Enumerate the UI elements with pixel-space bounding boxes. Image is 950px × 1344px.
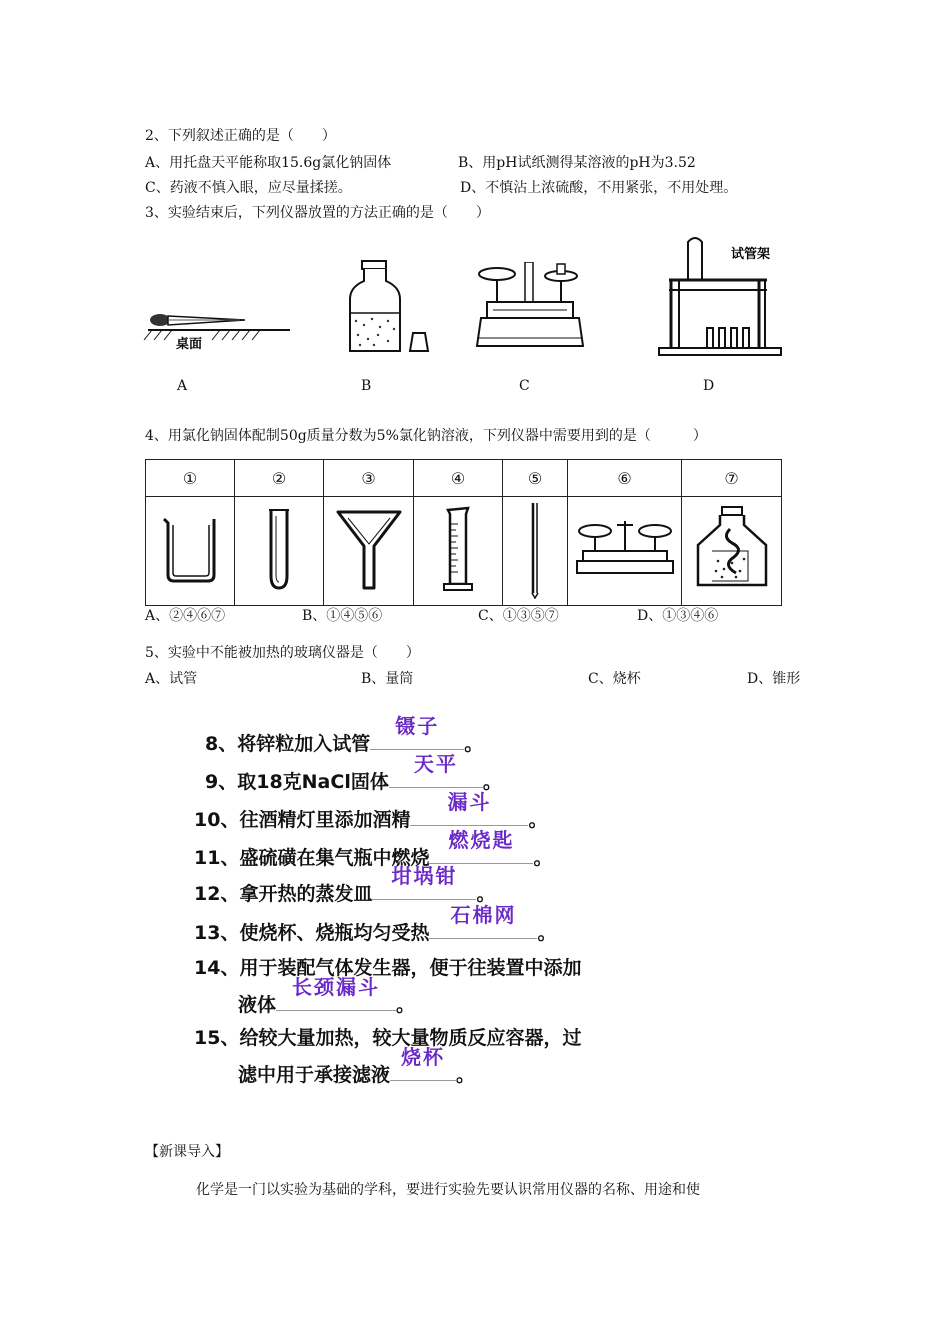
handwritten-answer: 镊子 xyxy=(395,714,440,738)
table-number-cell: ⑤ xyxy=(503,460,568,497)
fill-text: 8、将锌粒加入试管 xyxy=(205,733,371,755)
q4-option-d: D、①③④⑥ xyxy=(637,608,719,624)
fill-item-line2: 滤中用于承接滤液 烧杯 。 xyxy=(238,1045,476,1086)
q3-label-d: D xyxy=(703,378,715,394)
glass-rod-cell xyxy=(503,497,568,606)
q4-option-c: C、①③⑤⑦ xyxy=(478,608,559,624)
handwritten-answer: 坩埚钳 xyxy=(391,864,458,888)
fill-text: 9、取18克NaCl固体 xyxy=(205,771,389,793)
fill-item: 13、使烧杯、烧瓶均匀受热 石棉网 。 xyxy=(194,903,557,944)
handwritten-answer: 烧杯 xyxy=(401,1045,446,1069)
funnel-cell xyxy=(324,497,414,606)
handwritten-answer: 燃烧匙 xyxy=(448,828,515,852)
answer-blank xyxy=(429,903,537,939)
fill-item: 11、盛硫磺在集气瓶中燃烧 燃烧匙 。 xyxy=(194,828,553,869)
q3-label-c: C xyxy=(519,378,530,394)
fill-item: 12、拿开热的蒸发皿 坩埚钳 。 xyxy=(194,864,496,905)
fill-item-line1: 15、给较大量加热，较大量物质反应容器，过 xyxy=(194,1027,582,1049)
table-number-cell: ⑥ xyxy=(568,460,682,497)
q5-stem: 5、实验中不能被加热的玻璃仪器是（ ） xyxy=(145,645,420,661)
fill-item-line1: 14、用于装配气体发生器，便于往装置中添加 xyxy=(194,957,582,979)
balance-cell xyxy=(568,497,682,606)
graduated-cylinder-icon xyxy=(438,504,478,594)
balance-icon xyxy=(575,521,675,577)
beaker-cell xyxy=(146,497,235,606)
test-tube-rack-figure xyxy=(655,236,785,358)
fill-item-line2: 液体 长颈漏斗 。 xyxy=(238,975,416,1016)
fill-text: 滤中用于承接滤液 xyxy=(238,1064,391,1086)
q2-option-a: A、用托盘天平能称取15.6g氯化钠固体 xyxy=(145,155,392,171)
q5-option-c: C、烧杯 xyxy=(588,671,641,687)
q5-option-a: A、试管 xyxy=(145,671,198,687)
q5-option-b: B、量筒 xyxy=(361,671,414,687)
table-number-cell: ⑦ xyxy=(682,460,782,497)
wide-mouth-bottle-cell xyxy=(682,497,782,606)
q2-option-b: B、用pH试纸测得某溶液的pH为3.52 xyxy=(458,155,696,171)
q3-label-b: B xyxy=(361,378,372,394)
answer-blank xyxy=(372,864,476,900)
q5-option-d: D、锥形 xyxy=(747,671,801,687)
fill-item: 9、取18克NaCl固体 天平 。 xyxy=(205,752,502,793)
fill-item: 8、将锌粒加入试管 镊子 。 xyxy=(205,714,484,755)
table-number-cell: ② xyxy=(235,460,324,497)
answer-blank xyxy=(389,752,483,788)
section-heading: 【新课导入】 xyxy=(145,1144,229,1160)
apparatus-table xyxy=(145,459,782,606)
fill-text: 11、盛硫磺在集气瓶中燃烧 xyxy=(194,847,430,869)
glass-rod-icon xyxy=(525,499,545,599)
table-number-cell: ③ xyxy=(324,460,414,497)
q2-option-d: D、不慎沾上浓硫酸，不用紧张，不用处理。 xyxy=(460,180,738,196)
handwritten-answer: 漏斗 xyxy=(447,790,492,814)
rack-label: 试管架 xyxy=(731,247,771,262)
fill-text: 13、使烧杯、烧瓶均匀受热 xyxy=(194,922,430,944)
funnel-icon xyxy=(334,506,404,592)
answer-blank xyxy=(429,828,533,864)
graduated-cylinder-cell xyxy=(414,497,503,606)
wide-mouth-bottle-icon xyxy=(692,505,772,593)
q4-stem: 4、用氯化钠固体配制50g质量分数为5%氯化钠溶液，下列仪器中需要用到的是（ ） xyxy=(145,428,707,444)
q4-option-a: A、②④⑥⑦ xyxy=(145,608,226,624)
fill-text: 10、往酒精灯里添加酒精 xyxy=(194,809,411,831)
reagent-bottle-figure xyxy=(340,255,440,359)
answer-blank xyxy=(410,790,528,826)
test-tube-cell xyxy=(235,497,324,606)
fill-text: 液体 xyxy=(238,994,277,1016)
answer-blank xyxy=(390,1045,456,1081)
beaker-icon xyxy=(158,513,222,585)
q4-option-b: B、①④⑤⑥ xyxy=(302,608,383,624)
fill-item: 10、往酒精灯里添加酒精 漏斗 。 xyxy=(194,790,548,831)
q3-label-a: A xyxy=(177,378,188,394)
table-number-cell: ① xyxy=(146,460,235,497)
intro-paragraph: 化学是一门以实验为基础的学科，要进行实验先要认识常用仪器的名称、用途和使 xyxy=(196,1182,700,1198)
answer-blank xyxy=(370,714,464,750)
test-tube-icon xyxy=(259,506,299,592)
table-number-cell: ④ xyxy=(414,460,503,497)
handwritten-answer: 石棉网 xyxy=(450,903,517,927)
q2-option-c: C、药液不慎入眼，应尽量揉搓。 xyxy=(145,180,352,196)
q2-stem: 2、下列叙述正确的是（ ） xyxy=(145,128,336,144)
q3-stem: 3、实验结束后，下列仪器放置的方法正确的是（ ） xyxy=(145,205,490,221)
table-label: 桌面 xyxy=(176,337,203,352)
handwritten-answer: 天平 xyxy=(413,752,458,776)
fill-text: 12、拿开热的蒸发皿 xyxy=(194,883,373,905)
dropper-on-table-figure xyxy=(140,292,290,352)
handwritten-answer: 长颈漏斗 xyxy=(292,975,381,999)
balance-figure xyxy=(475,262,585,354)
